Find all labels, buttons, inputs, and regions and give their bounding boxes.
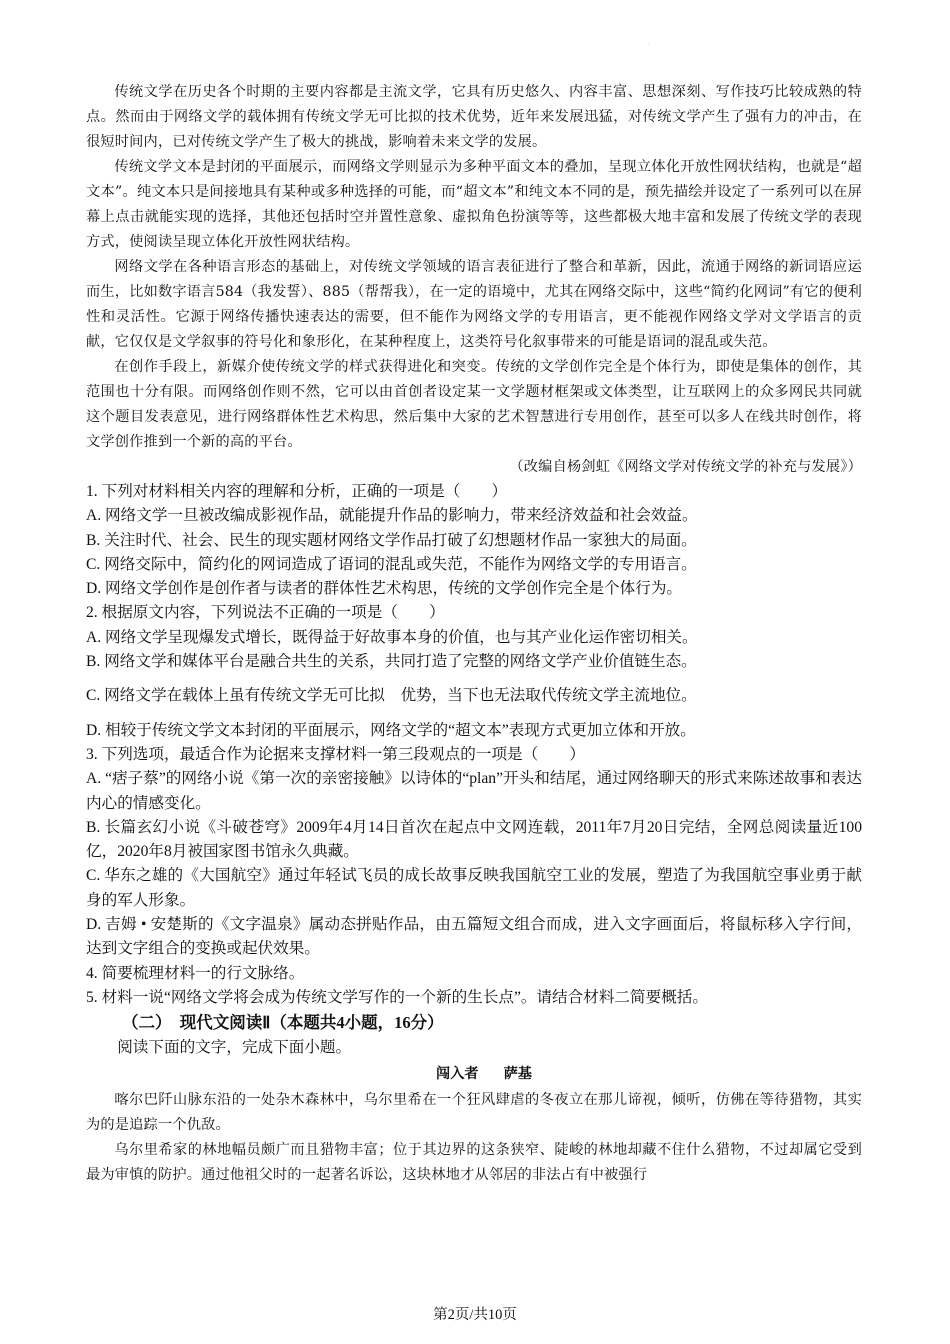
question-option: B. 长篇玄幻小说《斗破苍穹》2009年4月14日首次在起点中文网连载，2011年7月20日完结，全网总阅读量近100亿，2020年8月被国家图书馆永久典藏。	[86, 818, 862, 861]
section-instruction: 阅读下面的文字，完成下面小题。	[117, 1039, 352, 1057]
piece-heading	[86, 1061, 862, 1088]
piece-author: 萨基	[503, 1065, 532, 1082]
piece-title: 闯入者	[436, 1065, 479, 1082]
question-option: A. 网络文学呈现爆发式增长，既得益于好故事本身的价值，也与其产业化运作密切相关。	[86, 628, 698, 646]
question-option: D. 网络文学创作是创作者与读者的群体性艺术构思，传统的文学创作完全是个体行为。	[86, 580, 683, 598]
question-option: C. 网络文学在载体上虽有传统文学无可比拟 优势，当下也无法取代传统文学主流地位。	[86, 687, 697, 705]
question-option: A. 网络文学一旦被改编成影视作品，就能提升作品的影响力，带来经济效益和社会效益。	[86, 507, 698, 525]
question-option: C. 网络交际中，简约化的网词造成了语词的混乱或失范，不能作为网络文学的专用语言。	[86, 555, 697, 573]
spacer	[86, 674, 862, 684]
question-stem: 1. 下列对材料相关内容的理解和分析，正确的一项是（ ）	[86, 483, 508, 500]
question-option: B. 关注时代、社会、民生的现实题材网络文学作品打破了幻想题材作品一家独大的局面。	[86, 531, 697, 549]
corner-mark: ·	[648, 42, 650, 49]
material-one	[86, 80, 862, 480]
story-paragraph: 乌尔里希家的林地幅员颇广而且猎物丰富；位于其边界的这条狭窄、陡峻的林地却藏不住什么猎物，不过却属它受到最为审慎的防护。通过他祖父时的一起著名诉讼，这块林地才从邻居的非法占有中被强行	[86, 1141, 862, 1183]
material-paragraph: 网络文学在各种语言形态的基础上，对传统文学领域的语言表征进行了整合和革新，因此，流通于网络的新词语应运而生，比如数字语言584（我发誓）、885（帮帮我），在一定的语境中，尤其在网络交际中，这些“简约化网词”有它的便利性和灵活性。它源于网络传播快速表达的需要，但不能作为网络文学的专用语言，更不能视作网络文学对文学语言的贡献，它仅仅是文学叙事的符号化和象形化，在某种程度上，这类符号化叙事带来的可能是语词的混乱或失范。	[86, 259, 862, 350]
material-paragraph: 在创作手段上，新媒介使传统文学的样式获得进化和突变。传统的文学创作完全是个体行为，即使是集体的创作，其范围也十分有限。而网络创作则不然，它可以由首创者设定某一文学题材框架或文体类型，让互联网上的众多网民共同就这个题目发表意见，进行网络群体性艺术构思，然后集中大家的艺术智慧进行专用创作，甚至可以多人在线共时创作，将文学创作推到一个新的高的平台。	[86, 359, 862, 450]
question-option: D. 相较于传统文学文本封闭的平面展示，网络文学的“超文本”表现方式更加立体和开放。	[86, 721, 696, 739]
spacer	[86, 709, 862, 719]
question-5: 5. 材料一说“网络文学将会成为传统文学写作的一个新的生长点”。请结合材料二简要概括。	[86, 988, 708, 1006]
page-footer: 第2页/共10页	[433, 1307, 517, 1323]
question-3	[86, 743, 862, 962]
page-content	[86, 80, 862, 1188]
material-paragraph: 传统文学文本是封闭的平面展示，而网络文学则显示为多种平面文本的叠加，呈现立体化开放性网状结构，也就是“超文本”。纯文本只是间接地具有某种或多种选择的可能，而“超文本”和纯文本不同的是，预先描绘并设定了一系列可以在屏幕上点击就能实现的选择，其他还包括时空并置性意象、虚拟角色扮演等等，这些都极大地丰富和发展了传统文学的表现方式，使阅读呈现立体化开放性网状结构。	[86, 159, 862, 250]
question-stem: 3. 下列选项，最适合作为论据来支撑材料一第三段观点的一项是（ ）	[86, 745, 586, 763]
section-title: （二） 现代文阅读Ⅱ（本题共4小题，16分）	[122, 1013, 444, 1033]
question-2	[86, 601, 862, 742]
question-4: 4. 简要梳理材料一的行文脉络。	[86, 964, 305, 982]
question-1	[86, 480, 862, 601]
question-option: D. 吉姆 • 安楚斯的《文字温泉》属动态拼贴作品，由五篇短文组合而成，进入文字画面后，将鼠标移入字行间，达到文字组合的变换或起伏效果。	[86, 916, 862, 958]
section-two	[86, 1010, 862, 1187]
question-stem: 2. 根据原文内容，下列说法不正确的一项是（ ）	[86, 604, 445, 622]
story-paragraph: 喀尔巴阡山脉东沿的一处杂木森林中，乌尔里希在一个狂风肆虐的冬夜立在那儿谛视，倾听，仿佛在等待猎物，其实为的是追踪一个仇敌。	[86, 1091, 862, 1133]
question-option: A. “痞子蔡”的网络小说《第一次的亲密接触》以诗体的“plan”开头和结尾，通过网络聊天的形式来陈述故事和表达内心的情感变化。	[86, 770, 862, 812]
question-option: C. 华东之雄的《大国航空》通过年轻试飞员的成长故事反映我国航空工业的发展，塑造了为我国航空事业勇于献身的军人形象。	[86, 867, 862, 909]
material-source: （改编自杨剑虹《网络文学对传统文学的补充与发展》）	[509, 459, 862, 475]
question-option: B. 网络文学和媒体平台是融合共生的关系，共同打造了完整的网络文学产业价值链生态。	[86, 653, 697, 671]
material-paragraph: 传统文学在历史各个时期的主要内容都是主流文学，它具有历史悠久、内容丰富、思想深刻、写作技巧比较成熟的特点。然而由于网络文学的载体拥有传统文学无可比拟的技术优势，近年来发展迅猛，对传统文学产生了强有力的冲击，在很短时间内，已对传统文学产生了极大的挑战，影响着未来文学的发展。	[86, 84, 862, 150]
